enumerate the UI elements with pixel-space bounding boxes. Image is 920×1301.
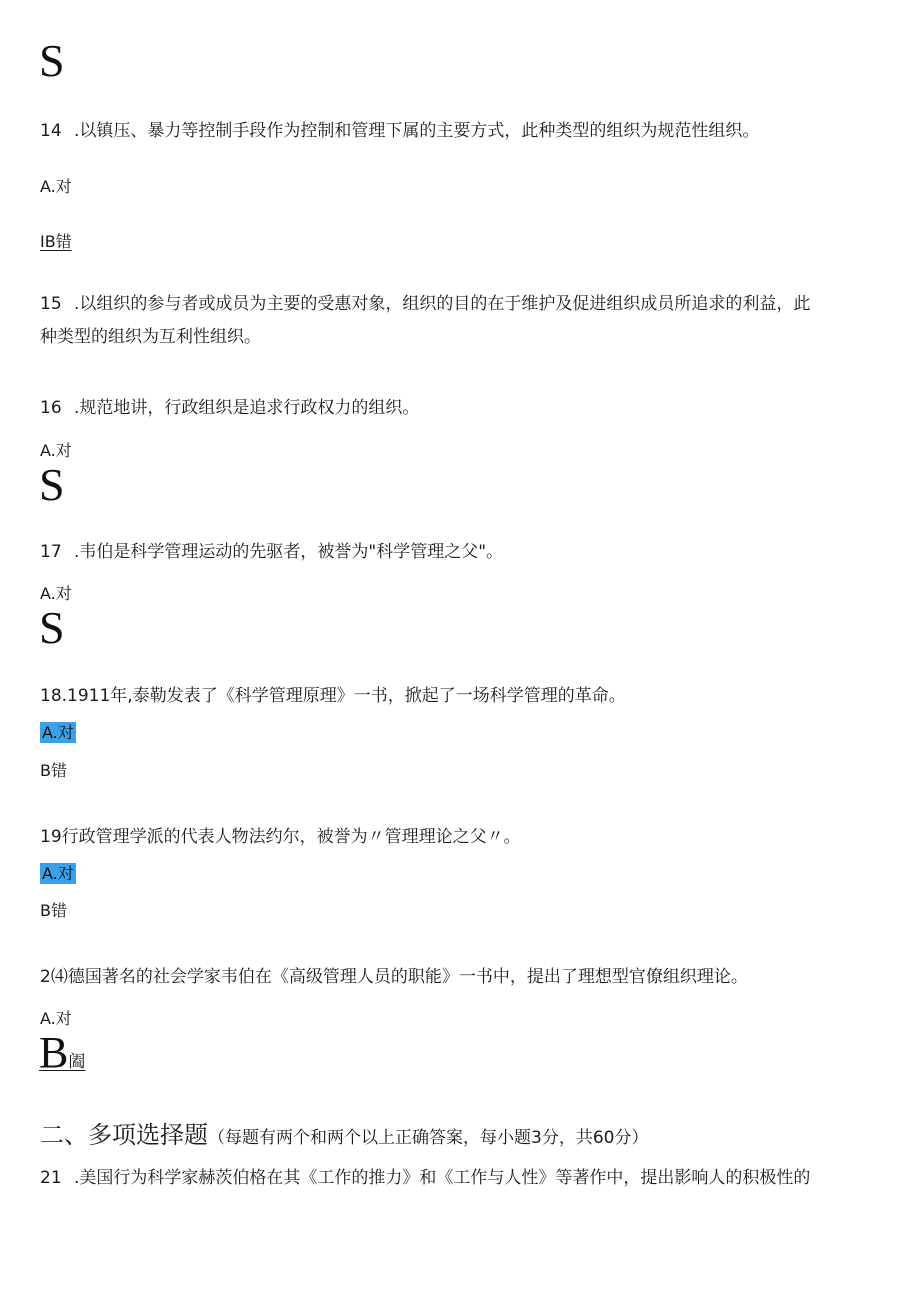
question-number: 17 bbox=[40, 542, 62, 562]
highlight: A.对 bbox=[42, 723, 74, 742]
question-18: 18.1911年,泰勒发表了《科学管理原理》一书，掀起了一场科学管理的革命。 bbox=[40, 686, 626, 706]
question-text: .规范地讲，行政组织是追求行政权力的组织。 bbox=[74, 398, 420, 418]
option-b: B错 bbox=[40, 761, 67, 780]
option-b: IB错 bbox=[40, 232, 72, 251]
answer-mark-s: S bbox=[39, 35, 65, 86]
section-heading bbox=[40, 1118, 648, 1155]
question-text: .韦伯是科学管理运动的先驱者，被誉为"科学管理之父"。 bbox=[74, 542, 504, 562]
answer-mark-glyph: 阖 bbox=[68, 1052, 86, 1072]
question-text: .美国行为科学家赫茨伯格在其《工作的推力》和《工作与人性》等著作中，提出影响人的积极性的 bbox=[74, 1168, 811, 1188]
option-a: A.对 bbox=[40, 584, 72, 603]
question-15-cont: 种类型的组织为互利性组织。 bbox=[40, 327, 261, 347]
question-text: .以镇压、暴力等控制手段作为控制和管理下属的主要方式，此种类型的组织为规范性组织。 bbox=[74, 121, 760, 141]
section-note: （每题有两个和两个以上正确答案，每小题3分，共60分） bbox=[208, 1128, 649, 1148]
option-a: A.对 bbox=[40, 441, 72, 460]
question-19: 19行政管理学派的代表人物法约尔，被誉为〃管理理论之父〃。 bbox=[40, 827, 521, 847]
question-number: 15 bbox=[40, 294, 62, 314]
question-20: 2⑷德国著名的社会学家韦伯在《高级管理人员的职能》一书中，提出了理想型官僚组织理论。 bbox=[40, 967, 748, 987]
question-21 bbox=[40, 1163, 810, 1193]
option-a: A.对 bbox=[40, 177, 72, 196]
question-14 bbox=[40, 116, 759, 146]
answer-mark-b: B bbox=[39, 1028, 69, 1077]
question-number: 14 bbox=[40, 121, 62, 141]
answer-mark-s: S bbox=[39, 602, 65, 653]
question-number: 16 bbox=[40, 398, 62, 418]
highlight: A.对 bbox=[42, 864, 74, 883]
question-15 bbox=[40, 289, 810, 319]
option-a: A.对 bbox=[40, 1009, 72, 1028]
option-b: B错 bbox=[40, 901, 67, 920]
answer-mark-s: S bbox=[39, 459, 65, 510]
question-17 bbox=[40, 537, 503, 567]
question-number: 21 bbox=[40, 1168, 62, 1188]
option-a-highlighted bbox=[40, 720, 76, 743]
question-16 bbox=[40, 393, 419, 423]
option-a-highlighted bbox=[40, 861, 76, 884]
section-title: 二、多项选择题 bbox=[40, 1121, 208, 1149]
question-text: .以组织的参与者或成员为主要的受惠对象，组织的目的在于维护及促进组织成员所追求的利益，此 bbox=[74, 294, 811, 314]
option-b-marked bbox=[39, 1030, 85, 1084]
